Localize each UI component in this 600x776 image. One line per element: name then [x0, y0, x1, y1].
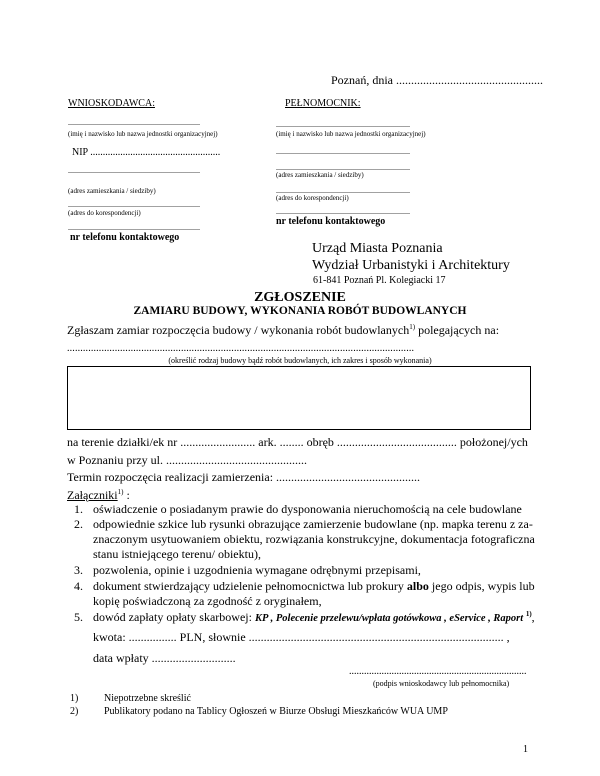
office-address: 61-841 Poznań Pl. Kolegiacki 17	[313, 275, 446, 286]
description-hint: (określić rodzaj budowy bądź robót budowlanych, ich zakres i sposób wykonania)	[168, 356, 432, 365]
street-line: w Poznaniu przy ul. ...............................................	[67, 453, 307, 467]
document-subtitle: ZAMIARU BUDOWY, WYKONANIA ROBÓT BUDOWLANYCH	[133, 305, 467, 317]
attachments-heading: Załączniki$^{1)}$ :	[67, 488, 130, 502]
start-date-line: Termin rozpoczęcia realizacji zamierzenia: ................................................	[67, 470, 421, 484]
proxy-phone-dots: ...................................................................	[276, 207, 410, 216]
applicant-nip-line: NIP ....................................................	[72, 147, 221, 158]
plot-line: na terenie działki/ek nr ......................... ark. ........ obręb ........................................ położonej/ych	[67, 435, 528, 449]
attachment-item-continued: stanu istniejącego terenu/ obiektu),	[93, 547, 261, 561]
payment-amount-line: kwota: ................ PLN, słownie ..................................................................................... ,	[93, 630, 510, 644]
description-dots: ...................................................................................................................................	[67, 343, 415, 354]
attachment-number: 3.	[74, 563, 83, 577]
proxy-address-dots: ...................................................................	[276, 163, 410, 172]
proxy-name-hint: (imię i nazwisko lub nazwa jednostki organizacyjnej)	[276, 130, 426, 138]
intro-sentence: Zgłaszam zamiar rozpoczęcia budowy / wykonania robót budowlanych$^{1)}$ polegających na:	[67, 323, 500, 337]
proxy-name-dots: ...................................................................	[276, 120, 410, 129]
footnote-text: Niepotrzebne skreślić	[104, 693, 191, 704]
applicant-phone-dots: ..................................................................	[68, 223, 200, 232]
attachment-item-continued: znaczonym usytuowaniem obiektu, rozwiązania konstrukcyjne, dokumentacja fotograficzna	[93, 532, 535, 546]
proxy-correspondence-dots: ...................................................................	[276, 186, 410, 195]
proxy-nip-dots: ...................................................................	[276, 147, 410, 156]
attachment-number: 2.	[74, 517, 83, 531]
proxy-correspondence-hint: (adres do korespondencji)	[276, 194, 349, 202]
proxy-address-hint: (adres zamieszkania / siedziby)	[276, 171, 364, 179]
attachment-item-continued: kopię poświadczoną za zgodność z oryginałem,	[93, 594, 322, 608]
office-name: Urząd Miasta Poznania	[312, 241, 443, 256]
applicant-address-hint: (adres zamieszkania / siedziby)	[68, 187, 156, 195]
applicant-heading: WNIOSKODAWCA:	[68, 98, 155, 109]
footnote-number: 2)	[70, 706, 79, 717]
applicant-correspondence-dots: ..................................................................	[68, 200, 200, 209]
office-department: Wydział Urbanistyki i Architektury	[312, 258, 510, 273]
attachment-number: 5.	[74, 610, 83, 624]
attachment-item: odpowiednie szkice lub rysunki obrazujące zamierzenie budowlane (np. mapka terenu z za-	[93, 517, 533, 531]
place-date-line: Poznań, dnia .................................................	[331, 73, 543, 87]
attachment-item: dowód zapłaty opłaty skarbowej: KP , Polecenie przelewu/wpłata gotówkowa , eService , Raport $^{1)}$,	[93, 610, 535, 624]
attachment-number: 4.	[74, 579, 83, 593]
signature-hint: (podpis wnioskodawcy lub pełnomocnika)	[373, 679, 510, 688]
attachment-item: dokument stwierdzający udzielenie pełnomocnictwa lub prokury albo jego odpis, wypis lub	[93, 579, 535, 593]
attachment-item: oświadczenie o posiadanym prawie do dysponowania nieruchomością na cele budowlane	[93, 502, 522, 516]
footnote-text: Publikatory podano na Tablicy Ogłoszeń w Biurze Obsługi Mieszkańców WUA UMP	[104, 706, 448, 717]
applicant-correspondence-hint: (adres do korespondencji)	[68, 209, 141, 217]
footnote-number: 1)	[70, 693, 79, 704]
applicant-address-dots: ..................................................................	[68, 166, 200, 175]
payment-date-line: data wpłaty ............................	[93, 651, 236, 665]
page-number: 1	[523, 744, 528, 755]
signature-dots: .......................................................................	[349, 666, 527, 677]
document-title: ZGŁOSZENIE	[254, 290, 346, 305]
attachment-item: pozwolenia, opinie i uzgodnienia wymagane odrębnymi przepisami,	[93, 563, 421, 577]
applicant-name-dots: ..................................................................	[68, 118, 200, 127]
proxy-phone-label: nr telefonu kontaktowego	[276, 216, 386, 227]
proxy-heading: PEŁNOMOCNIK:	[285, 98, 361, 109]
applicant-phone-label: nr telefonu kontaktowego	[70, 232, 180, 243]
description-field[interactable]	[67, 366, 531, 430]
applicant-name-hint: (imię i nazwisko lub nazwa jednostki organizacyjnej)	[68, 130, 218, 138]
attachment-number: 1.	[74, 502, 83, 516]
